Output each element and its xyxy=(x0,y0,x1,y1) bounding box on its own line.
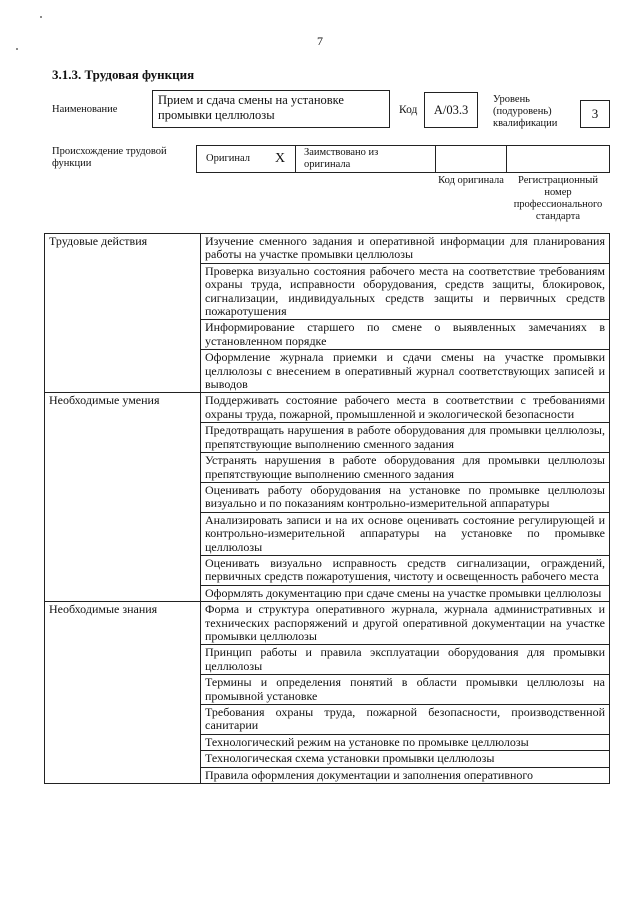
table-cell: Технологическая схема установки промывки целлюлозы xyxy=(201,751,610,767)
reg-caption: Регистрационный номер профессионального стандарта xyxy=(513,175,603,222)
table-cell: Форма и структура оперативного журнала, журнала административных и технических распоряжений и другой оперативной документации на участке промывки целлюлозы xyxy=(201,602,610,645)
code-label: Код xyxy=(399,104,418,116)
table-cell: Технологический режим на установке по промывке целлюлозы xyxy=(201,734,610,750)
original-label: Оригинал xyxy=(206,153,250,164)
table-cell: Информирование старшего по смене о выявленных замечаниях в установленном порядке xyxy=(201,320,610,350)
table-cell: Предотвращать нарушения в работе оборудования для промывки целлюлозы, препятствующие выполнению сменного задания xyxy=(201,423,610,453)
category-cell: Трудовые действия xyxy=(45,234,201,393)
original-mark: X xyxy=(275,151,286,166)
original-cell xyxy=(196,145,296,173)
table-cell: Оценивать визуально исправность средств сигнализации, ограждений, первичных средств пожаротушения, чистоту и освещенность рабочего места xyxy=(201,555,610,585)
level-label: Уровень (подуровень) квалификации xyxy=(493,94,558,129)
reg-number-cell xyxy=(506,145,610,173)
category-cell: Необходимые знания xyxy=(45,602,201,784)
section-title: 3.1.3. Трудовая функция xyxy=(52,67,195,82)
table-row xyxy=(45,393,610,423)
category-cell: Необходимые умения xyxy=(45,393,201,602)
name-label: Наименование xyxy=(52,104,118,115)
table-cell: Поддерживать состояние рабочего места в соответствии с требованиями охраны труда, пожарной, промышленной и экологической безопасности xyxy=(201,393,610,423)
origin-code-cell xyxy=(435,145,507,173)
borrowed-cell xyxy=(295,145,436,173)
level-value: 3 xyxy=(580,100,610,128)
table-cell: Проверка визуально состояния рабочего места на соответствие требованиям охраны труда, исправности оборудования, средств защиты, блокировок, сигнализации, индивидуальных средств защиты и первичных средств пожаротушения xyxy=(201,263,610,320)
borrowed-label: Заимствовано из оригинала xyxy=(304,147,379,170)
table-cell: Оценивать работу оборудования на установке по промывке целлюлозы визуально и по показаниям контрольно-измерительной аппаратуры xyxy=(201,482,610,512)
table-cell: Изучение сменного задания и оперативной информации для планирования работы на участке промывки целлюлозы xyxy=(201,234,610,264)
page-number: 7 xyxy=(317,34,323,48)
name-value: Прием и сдача смены на установке промывки целлюлозы xyxy=(152,90,390,128)
table-cell: Анализировать записи и на их основе оценивать состояние регулирующей и контрольно-измерительной аппаратуры на установке по промывке целлюлозы xyxy=(201,512,610,555)
table-cell: Оформление журнала приемки и сдачи смены на участке промывки целлюлозы с внесением в оперативный журнал соответствующих записей и выводов xyxy=(201,350,610,393)
code-value: А/03.3 xyxy=(424,92,478,128)
table-cell: Требования охраны труда, пожарной безопасности, производственной санитарии xyxy=(201,705,610,735)
table-row xyxy=(45,602,610,645)
scan-speck xyxy=(40,16,42,18)
origin-label: Происхождение трудовой функции xyxy=(52,146,167,169)
table-row xyxy=(45,234,610,264)
table-cell: Принцип работы и правила эксплуатации оборудования для промывки целлюлозы xyxy=(201,645,610,675)
table-cell: Правила оформления документации и заполнения оперативного xyxy=(201,767,610,783)
labor-function-table xyxy=(44,233,610,784)
table-cell: Устранять нарушения в работе оборудования для промывки целлюлозы препятствующие выполнению сменного задания xyxy=(201,453,610,483)
code-caption: Код оригинала xyxy=(438,175,504,186)
table-cell: Оформлять документацию при сдаче смены на участке промывки целлюлозы xyxy=(201,585,610,601)
table-cell: Термины и определения понятий в области промывки целлюлозы на промывной установке xyxy=(201,675,610,705)
